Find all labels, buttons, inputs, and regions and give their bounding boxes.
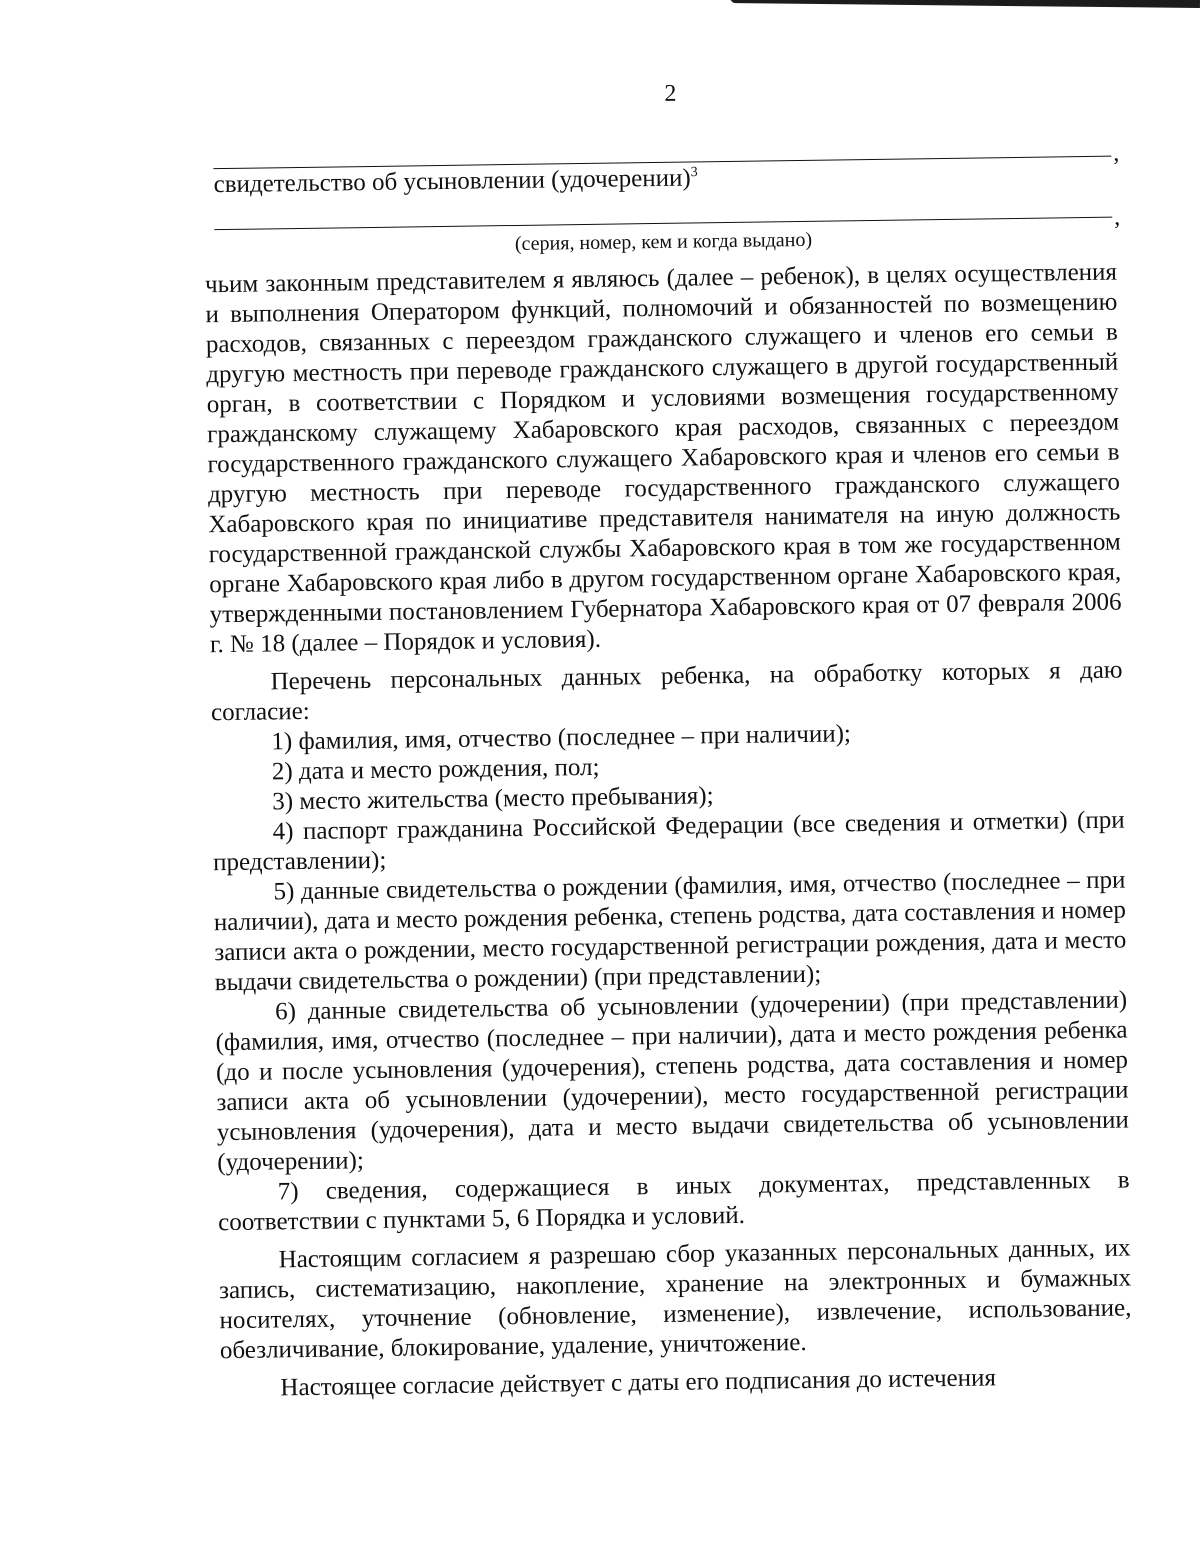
- list-item: 1) фамилия, имя, отчество (последнее – при наличии);: [271, 720, 852, 756]
- list-item: 7) сведения, содержащиеся в иных документах, представленных в соответствии с пунктами 5, 6 Порядка и условий.: [217, 1166, 1130, 1237]
- list-item: 4) паспорт гражданина Российской Федерации (все сведения и отметки) (при представлении);: [212, 806, 1125, 877]
- footnote-marker: 3: [690, 165, 698, 181]
- intro-paragraph: чьим законным представителем я являюсь (далее – ребенок), в целях осуществления и выполнения Оператором функций, полномочий и обязанностей по возмещению расходов, связанных с переездом гражданского служащего и членов его семьи в другую местность при переводе гражданского служащего в другой государственный орган, в соответствии с Порядком и условиями возмещения государственному гражданскому служащему Хабаровского края расходов, связанных с переездом государственного гражданского служащего Хабаровского края и членов его семьи в другую местность при переводе государственного гражданского служащего Хабаровского края по инициативе представителя нанимателя на иную должность государственной гражданской службы Хабаровского края в том же государственном органе Хабаровского края либо в другом государственном органе Хабаровского края, утвержденными постановлением Губернатора Хабаровского края от 07 февраля 2006 г. № 18 (далее – Порядок и условия).: [204, 258, 1122, 659]
- fill-line-comma: ,: [1113, 140, 1120, 167]
- list-item: 5) данные свидетельства о рождении (фамилия, имя, отчество (последнее – при наличии), дата и место рождения ребенка, степень родства, дата составления и номер записи акта о рождении, место государственной регистрации рождения, дата и место выдачи свидетельства о рождении) (при представлении);: [213, 866, 1127, 997]
- fill-line-comma: ,: [1114, 204, 1121, 231]
- fill-line-caption: (серия, номер, кем и когда выдано): [514, 228, 813, 255]
- consent-paragraph: Настоящим согласием я разрешаю сбор указанных персональных данных, их запись, систематизацию, накопление, хранение на электронных и бумажных носителях, уточнение (обновление, изменение), извлечение, использование, обезличивание, блокирование, удаление, уничтожение.: [218, 1234, 1132, 1365]
- list-item: 3) место жительства (место пребывания);: [272, 782, 714, 816]
- document-body: [205, 258, 1133, 1405]
- validity-paragraph: Настоящее согласие действует с даты его подписания до истечения: [280, 1364, 997, 1402]
- list-intro-paragraph: Перечень персональных данных ребенка, на обработку которых я даю согласие:: [210, 656, 1123, 727]
- list-item: 2) дата и место рождения, пол;: [271, 753, 600, 786]
- page-number: 2: [664, 80, 677, 107]
- list-item: 6) данные свидетельства об усыновлении (удочерении) (при представлении) (фамилия, имя, отчество (последнее – при наличии), дата и место рождения ребенка (до и после усыновления (удочерения), степень родства, дата составления и номер записи акта об усыновлении (удочерении), место государственной регистрации усыновления (удочерения), дата и место выдачи свидетельства об усыновлении (удочерении);: [215, 986, 1129, 1177]
- certificate-label: [213, 162, 698, 201]
- certificate-label-text: свидетельство об усыновлении (удочерении): [213, 164, 691, 199]
